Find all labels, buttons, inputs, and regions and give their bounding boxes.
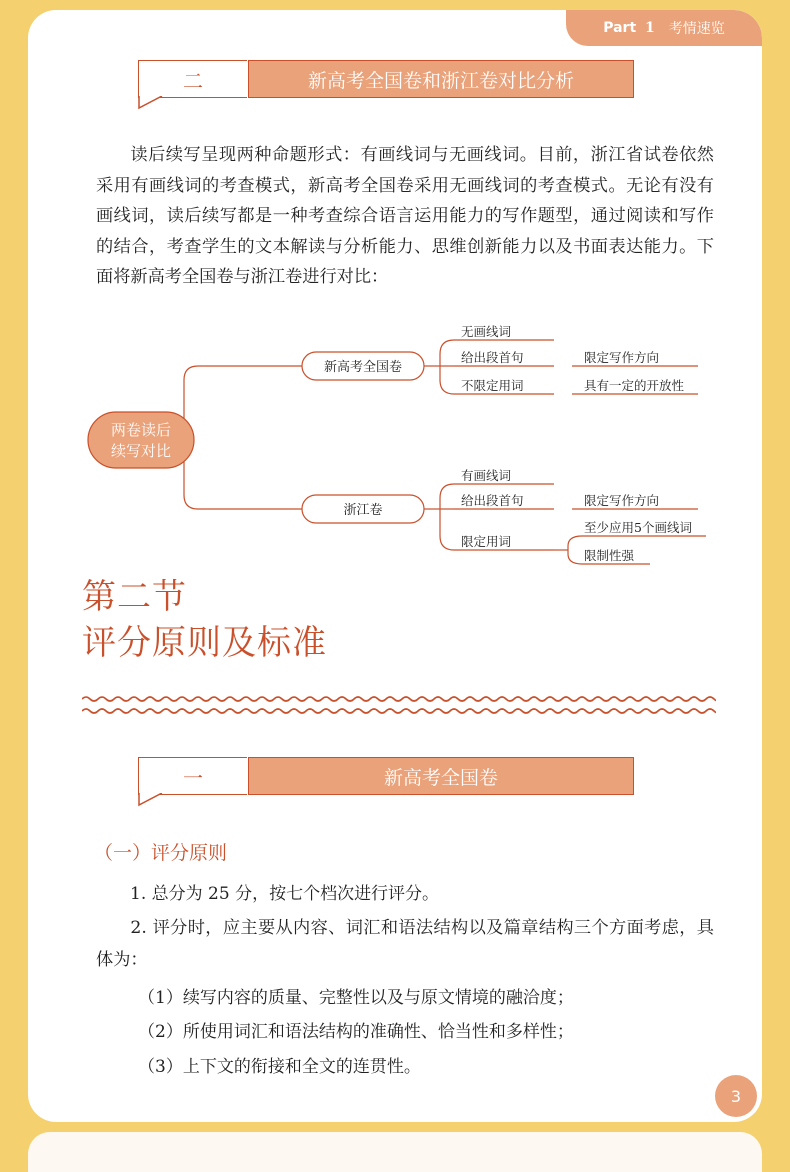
page-number: 3 bbox=[715, 1075, 757, 1117]
detail-national-3: 具有一定的开放性 bbox=[584, 378, 685, 393]
wavy-divider-icon bbox=[82, 690, 716, 720]
scoring-heading: （一）评分原则 bbox=[94, 842, 228, 864]
branch-label-national: 新高考全国卷 bbox=[323, 360, 403, 375]
detail-zhejiang-3b: 限制性强 bbox=[584, 548, 635, 563]
leaf-national-1: 无画线词 bbox=[461, 324, 512, 339]
detail-national-2: 限定写作方向 bbox=[584, 350, 660, 365]
chapter-section-number: 第二节 bbox=[82, 577, 187, 617]
intro-paragraph: 读后续写呈现两种命题形式：有画线词与无画线词。目前，浙江省试卷依然采用有画线词的考查模式，新高考全国卷采用无画线词的考查模式。无论有没有画线词，读后续写都是一种考查综合语言运用能力的写作题型，通过阅读和写作的结合，考查学生的文本解读与分析能力、思维创新能力以及书面表达能力。下面将新高考全国卷与浙江卷进行对比： bbox=[96, 145, 714, 287]
scoring-sub-1: （1）续写内容的质量、完整性以及与原文情境的融洽度； bbox=[138, 988, 574, 1008]
page-sheet bbox=[28, 10, 762, 1122]
part-number: 1 bbox=[645, 20, 655, 36]
leaf-zhejiang-1: 有画线词 bbox=[461, 468, 512, 483]
detail-zhejiang-3a: 至少应用5个画线词 bbox=[584, 520, 692, 535]
section-number-two: 二 bbox=[138, 60, 247, 98]
branch-label-zhejiang: 浙江卷 bbox=[343, 503, 383, 518]
scoring-sub-2: （2）所使用词汇和语法结构的准确性、恰当性和多样性； bbox=[138, 1022, 574, 1042]
scoring-sub-3: （3）上下文的衔接和全文的连贯性。 bbox=[138, 1057, 421, 1077]
section-number-one: 一 bbox=[138, 757, 247, 795]
scoring-item-1: 1. 总分为 25 分，按七个档次进行评分。 bbox=[130, 884, 440, 904]
scoring-item-2: 2. 评分时，应主要从内容、词汇和语法结构以及篇章结构三个方面考虑，具体为： bbox=[96, 918, 714, 970]
header-notch-icon bbox=[138, 793, 166, 807]
chapter-label: 考情速览 bbox=[668, 21, 725, 37]
part-label: Part bbox=[603, 20, 637, 36]
chapter-section-title: 评分原则及标准 bbox=[82, 623, 327, 663]
section-title-two: 新高考全国卷和浙江卷对比分析 bbox=[248, 60, 634, 98]
detail-zhejiang-2: 限定写作方向 bbox=[584, 493, 660, 508]
leaf-zhejiang-2: 给出段首句 bbox=[461, 493, 524, 508]
mindmap-root-line2: 续写对比 bbox=[110, 442, 172, 460]
leaf-zhejiang-3: 限定用词 bbox=[461, 534, 512, 549]
mindmap-root-line1: 两卷读后 bbox=[110, 421, 172, 439]
comparison-mindmap bbox=[28, 10, 762, 570]
leaf-national-2: 给出段首句 bbox=[461, 350, 524, 365]
section-header-one bbox=[138, 757, 634, 795]
leaf-national-3: 不限定用词 bbox=[461, 378, 524, 393]
section-title-one: 新高考全国卷 bbox=[248, 757, 634, 795]
next-page-edge bbox=[28, 1132, 762, 1172]
